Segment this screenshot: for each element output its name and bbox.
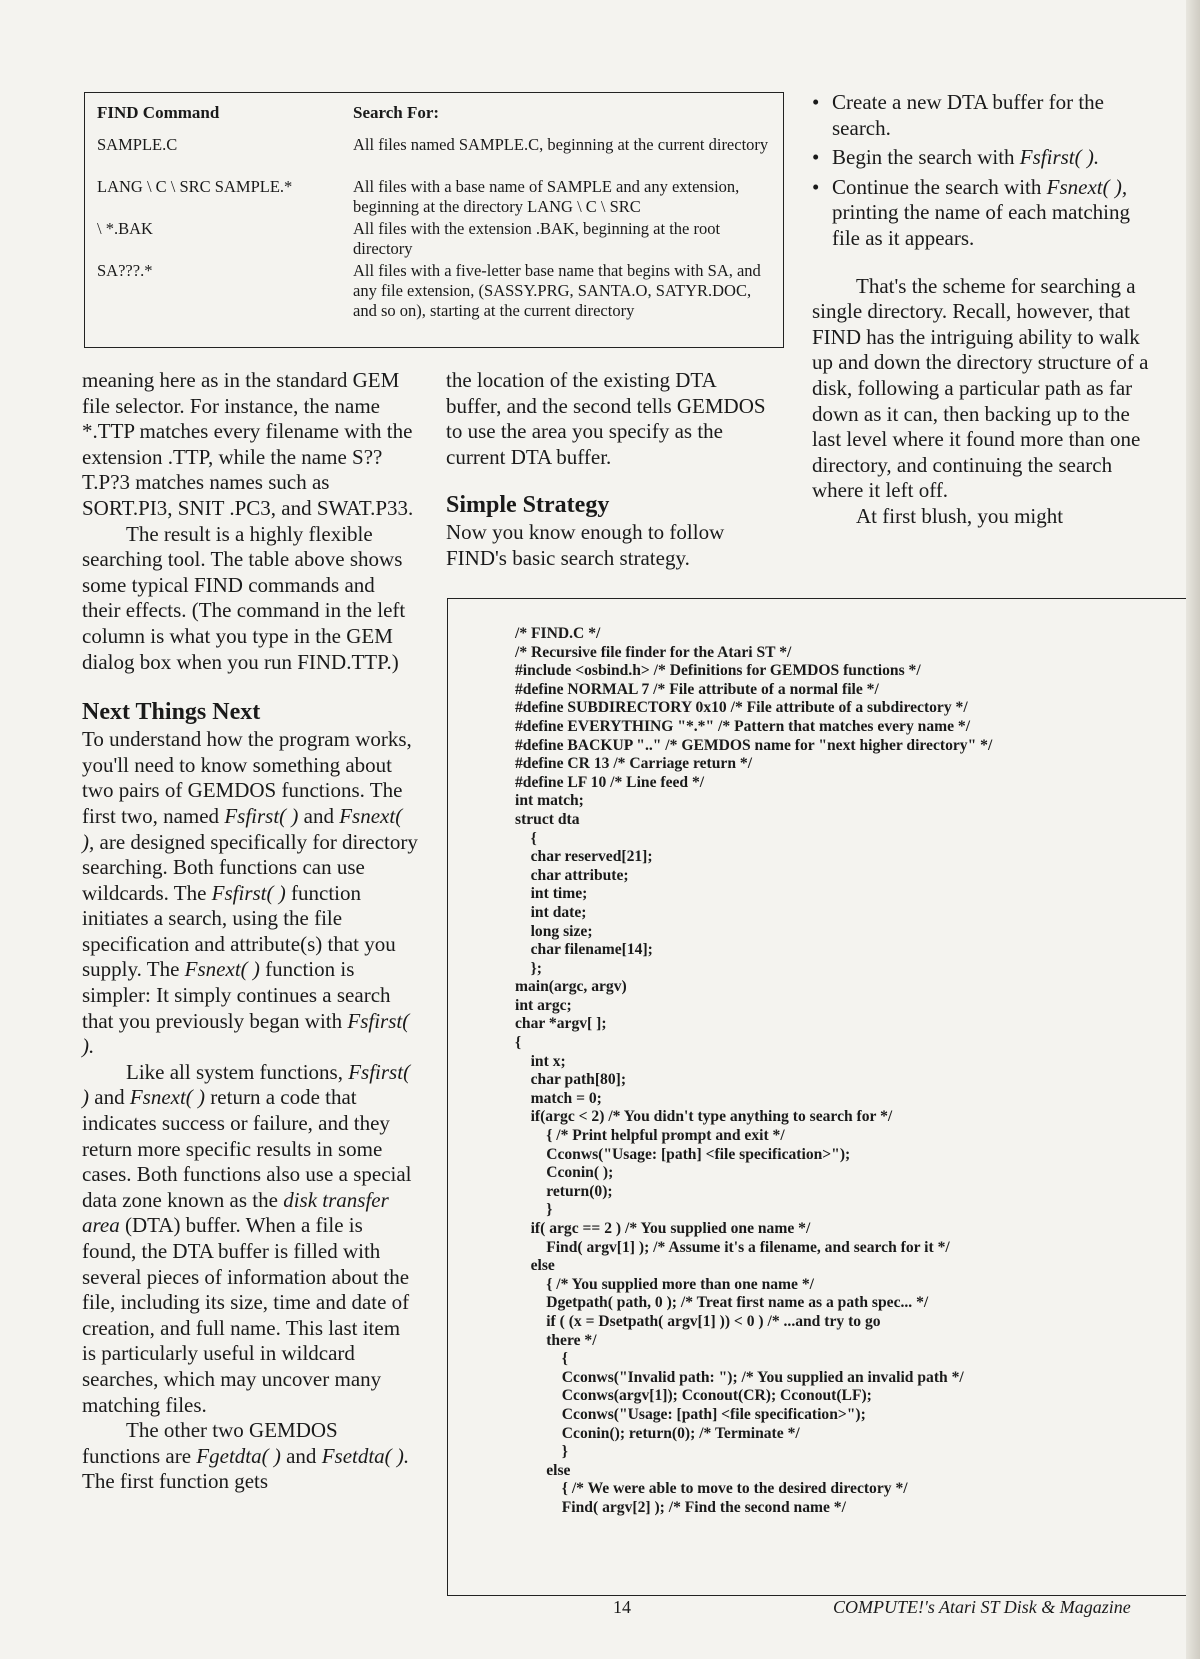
function-name: Fgetdta( ): [196, 1443, 281, 1468]
function-name: Fsfirst( ): [224, 803, 299, 828]
function-name: Fsfirst( ): [82, 1059, 411, 1110]
function-name: Fsnext( ),: [1046, 174, 1128, 199]
column-middle: [446, 368, 776, 572]
paragraph: [82, 1418, 418, 1495]
section-heading: Next Things Next: [82, 699, 261, 726]
code-line: int match;: [515, 792, 584, 810]
paragraph: At first blush, you might: [856, 503, 1064, 528]
paragraph: meaning here as in the standard GEM file selector. For instance, the name *.TTP matches every filename with the extension .TTP, while the name S??T.P?3 matches names such as SORT.PI3, SNIT .PC3, and SWAT.P33.: [82, 368, 414, 520]
list-item: • Create a new DTA buffer for the search.: [812, 90, 1152, 141]
code-line: #include <osbind.h> /* Definitions for GEMDOS functions */: [515, 662, 921, 680]
text: and: [89, 1085, 130, 1110]
magazine-title: COMPUTE!'s Atari ST Disk & Magazine: [833, 1597, 1131, 1617]
code-line: #define SUBDIRECTORY 0x10 /* File attribute of a subdirectory */: [515, 699, 968, 717]
text: printing the name of each matching file as it appears.: [832, 200, 1130, 250]
code-line: /* FIND.C */: [515, 625, 601, 642]
table-row-search: All files with a five-letter base name that begins with SA, and any file extension, (SASSY.PRG, SANTA.O, SATYR.DOC, and so on), starting at the current directory: [353, 261, 761, 320]
code-line: Cconws("Invalid path: "); /* You supplied an invalid path */: [515, 1368, 964, 1386]
text: (DTA) buffer. When a file is found, the DTA buffer is filled with several pieces of information about the file, including its size, time and date of creation, and full name. This last item is particularly useful in wildcard searches, which may uncover many matching files.: [82, 1213, 410, 1417]
text: The first function gets: [82, 1469, 269, 1494]
code-line: { /* You supplied more than one name */: [515, 1275, 814, 1293]
section-heading: Simple Strategy: [446, 492, 610, 519]
code-line: #define CR 13 /* Carriage return */: [515, 755, 753, 773]
code-line: {: [515, 1034, 522, 1052]
code-line: {: [515, 1350, 568, 1368]
table-header-command: FIND Command: [97, 103, 220, 122]
table-row-command: SAMPLE.C: [97, 135, 178, 154]
table-row-command: SA???.*: [97, 261, 153, 280]
code-line: int x;: [515, 1052, 566, 1070]
code-line: if(argc < 2) /* You didn't type anything to search for */: [515, 1108, 893, 1126]
paragraph: The result is a highly flexible searching tool. The table above shows some typical FIND commands and their effects. (The command in the left column is what you type in the GEM dialog box when you run FIND.TTP.): [82, 521, 406, 674]
code-line: else: [515, 1461, 571, 1479]
code-line: };: [515, 959, 542, 977]
table-row-command: LANG \ C \ SRC SAMPLE.*: [97, 177, 293, 196]
code-line: Cconws("Usage: [path] <file specification>");: [515, 1405, 866, 1423]
code-line: struct dta: [515, 810, 580, 828]
paragraph: That's the scheme for searching a single directory. Recall, however, that FIND has the intriguing ability to walk up and down the directory structure of a disk, following a particular path as far down as it can, then backing up to the last level where it found more than one directory, and continuing the search where it left off.: [812, 273, 1149, 503]
function-name: Fsfirst( ).: [82, 1008, 410, 1059]
paragraph: the location of the existing DTA buffer, and the second tells GEMDOS to use the area you specify as the current DTA buffer.: [446, 368, 766, 469]
bullet-list: [812, 90, 1152, 252]
emphasized-term: disk transfer area: [82, 1187, 389, 1238]
code-line: if ( (x = Dsetpath( argv[1] )) < 0 ) /* ...and try to go: [515, 1312, 881, 1330]
code-line: Cconws(argv[1]); Cconout(CR); Cconout(LF);: [515, 1387, 872, 1405]
table-header-search: Search For:: [353, 103, 440, 122]
text: are designed specifically for directory searching. Both functions can use wildcards. The: [82, 829, 418, 905]
code-line: Dgetpath( path, 0 ); /* Treat first name as a path spec... */: [515, 1294, 929, 1312]
code-line: Cconws("Usage: [path] <file specification>");: [515, 1145, 851, 1163]
code-line: Find( argv[1] ); /* Assume it's a filename, and search for it */: [515, 1238, 950, 1256]
code-line: }: [515, 1201, 553, 1219]
text: and: [280, 1443, 322, 1468]
text: and: [298, 803, 340, 828]
list-item: [812, 175, 1152, 252]
function-name: Fsnext( ): [184, 957, 260, 982]
page-edge-shadow: [1186, 0, 1200, 1659]
code-line: #define BACKUP ".." /* GEMDOS name for "next higher directory" */: [515, 736, 993, 754]
code-line: #define LF 10 /* Line feed */: [515, 773, 705, 791]
text: return a code that indicates success or failure, and they return more specific results in some cases. Both functions also use a special data zone known as the: [82, 1085, 412, 1212]
code-line: char reserved[21];: [515, 848, 653, 866]
code-line: char *argv[ ];: [515, 1015, 607, 1033]
text: The other two GEMDOS functions are: [82, 1418, 338, 1468]
code-line: int date;: [515, 903, 587, 921]
code-line: char path[80];: [515, 1071, 627, 1089]
code-line: long size;: [515, 922, 593, 940]
code-line: int time;: [515, 885, 588, 903]
code-line: Cconin( );: [515, 1164, 614, 1182]
text: function initiates a search, using the file specification and attribute(s) that you supply. The: [82, 880, 396, 982]
code-line: match = 0;: [515, 1089, 602, 1107]
paragraph: [82, 1060, 418, 1418]
page-number: 14: [613, 1597, 631, 1617]
code-line: there */: [515, 1331, 597, 1349]
code-line: if( argc == 2 ) /* You supplied one name */: [515, 1220, 811, 1237]
code-line: }: [515, 1443, 568, 1461]
code-listing: [515, 625, 1195, 1518]
code-line: Cconin(); return(0); /* Terminate */: [515, 1424, 800, 1442]
code-line: { /* Print helpful prompt and exit */: [515, 1127, 785, 1145]
code-line: /* Recursive file finder for the Atari ST */: [515, 643, 792, 661]
table-row-search: All files named SAMPLE.C, beginning at the current directory: [353, 135, 769, 154]
table-row-search: All files with the extension .BAK, beginning at the root directory: [353, 219, 721, 258]
find-command-table: [84, 92, 784, 348]
code-line: else: [515, 1257, 555, 1275]
code-line: char filename[14];: [515, 941, 653, 959]
code-line: main(argc, argv): [515, 978, 627, 996]
code-line: {: [515, 829, 537, 847]
text: Begin the search with: [832, 145, 1020, 170]
function-name: Fsfirst( ): [211, 880, 286, 905]
function-name: Fsfirst( ).: [1019, 145, 1100, 170]
code-line: char attribute;: [515, 866, 629, 884]
code-line: #define EVERYTHING "*.*" /* Pattern that matches every name */: [515, 717, 971, 735]
text: To understand how the program works, you'll need to know something about two pairs of GEMDOS functions. The first two, named: [82, 727, 412, 828]
code-line: Find( argv[2] ); /* Find the second name */: [515, 1498, 846, 1516]
function-name: Fsetdta( ).: [321, 1443, 410, 1468]
paragraph: [82, 727, 418, 1060]
table-row-command: \ *.BAK: [97, 219, 153, 238]
code-line: return(0);: [515, 1182, 613, 1200]
text: Continue the search with: [832, 174, 1047, 199]
paragraph: Now you know enough to follow FIND's basic search strategy.: [446, 520, 725, 570]
function-name: Fsnext( ),: [82, 803, 403, 854]
code-line: int argc;: [515, 996, 572, 1014]
text: Like all system functions,: [126, 1059, 349, 1084]
column-right: [812, 90, 1152, 530]
code-line: { /* We were able to move to the desired directory */: [515, 1480, 908, 1498]
function-name: Fsnext( ): [129, 1085, 206, 1110]
text: function is simpler: It simply continues a search that you previously began with: [82, 957, 391, 1033]
table-row-search: All files with a base name of SAMPLE and any extension, beginning at the directory LANG \ C \ SRC: [353, 177, 740, 216]
code-line: #define NORMAL 7 /* File attribute of a normal file */: [515, 680, 879, 698]
column-left: [82, 368, 418, 1495]
list-item: [812, 145, 1152, 171]
